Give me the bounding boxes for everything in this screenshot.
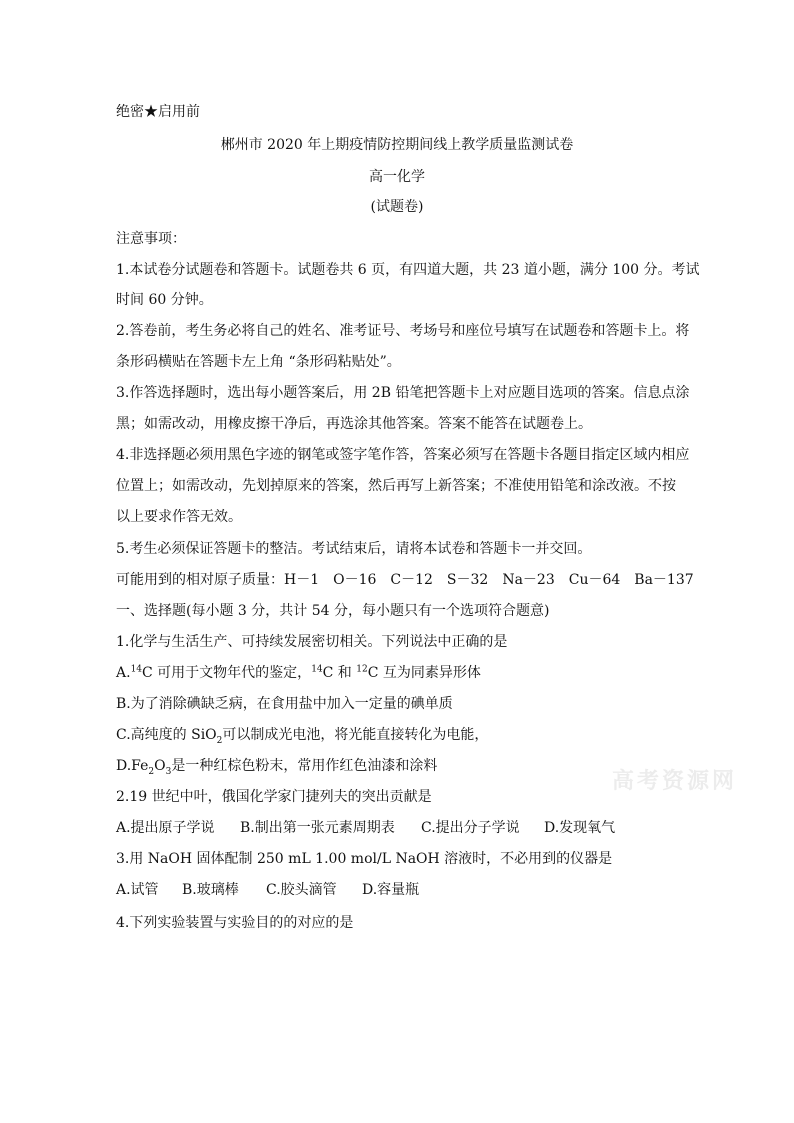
note-2-line-1: 2.答卷前，考生务必将自己的姓名、准考证号、考场号和座位号填写在试题卷和答题卡上。将 (116, 323, 690, 339)
q1-a-isotope-14: 14 (130, 664, 143, 675)
q1-d-oxygen: O (154, 758, 166, 774)
q4-stem: 4.下列实验装置与实验目的的对应的是 (116, 915, 354, 931)
q1-d-text: 是一种红棕色粉末，常用作红色油漆和涂料 (171, 758, 438, 774)
q3-option-b: B.玻璃棒 (182, 882, 239, 898)
note-3-line-2: 黑；如需改动，用橡皮擦干净后，再选涂其他答案。答案不能答在试题卷上。 (116, 416, 592, 432)
q3-option-d: D.容量瓶 (362, 882, 420, 898)
note-1-line-1: 1.本试卷分试题卷和答题卡。试题卷共 6 页，有四道大题，共 23 道小题，满分 100 分。考试 (116, 262, 700, 278)
confidential-mark: 绝密★启用前 (116, 104, 200, 120)
q1-d-subscript-2: 3 (165, 766, 172, 777)
note-5: 5.考生必须保证答题卡的整洁。考试结束后，请将本试卷和答题卡一并交回。 (116, 541, 592, 557)
q2-option-a: A.提出原子学说 (116, 820, 215, 836)
note-4-line-1: 4.非选择题必须用黑色字迹的钢笔或签字笔作答，答案必须写在答题卡各题目指定区域内相应 (116, 447, 690, 463)
section-1-heading: 一、选择题(每小题 3 分，共计 54 分，每小题只有一个选项符合题意) (116, 603, 550, 619)
note-4-line-3: 以上要求作答无效。 (116, 509, 242, 525)
notes-heading: 注意事项： (116, 231, 186, 247)
q1-a-text-3: C 互为同素异形体 (367, 665, 481, 681)
q1-c-subscript: 2 (216, 735, 223, 746)
atomic-masses: 可能用到的相对原子质量：H－1 O－16 C－12 S－32 Na－23 Cu－64 Ba－137 (116, 572, 694, 588)
q1-a-prefix: A. (116, 665, 131, 681)
watermark: 高考资源网 (612, 768, 738, 794)
q3-option-a: A.试管 (116, 882, 159, 898)
q3-options (116, 881, 419, 899)
subject-title: 高一化学 (369, 169, 425, 185)
q2-options (116, 819, 615, 837)
q1-option-b: B.为了消除碘缺乏病，在食用盐中加入一定量的碘单质 (116, 696, 453, 712)
q1-a-text-2: C 和 (322, 665, 357, 681)
note-1-line-2: 时间 60 分钟。 (116, 292, 213, 308)
q1-option-a (116, 664, 481, 682)
q2-option-b: B.制出第一张元素周期表 (240, 820, 395, 836)
q1-a-isotope-14b: 14 (311, 664, 323, 675)
q1-d-subscript-1: 2 (148, 766, 155, 777)
q2-option-d: D.发现氧气 (544, 820, 616, 836)
q1-c-prefix: C.高纯度的 SiO (116, 727, 217, 743)
q3-stem: 3.用 NaOH 固体配制 250 mL 1.00 mol/L NaOH 溶液时，不必用到的仪器是 (116, 851, 613, 867)
q2-stem: 2.19 世纪中叶，俄国化学家门捷列夫的突出贡献是 (116, 789, 432, 805)
exam-title: 郴州市 2020 年上期疫情防控期间线上教学质量监测试卷 (220, 137, 574, 153)
q1-a-isotope-12: 12 (356, 664, 368, 675)
q2-option-c: C.提出分子学说 (421, 820, 520, 836)
note-2-line-2: 条形码横贴在答题卡左上角 “条形码粘贴处”。 (116, 354, 401, 370)
q1-a-text-1: C 可用于文物年代的鉴定， (142, 665, 312, 681)
note-3-line-1: 3.作答选择题时，选出每小题答案后，用 2B 铅笔把答题卡上对应题目选项的答案。信息点涂 (116, 385, 690, 401)
q1-option-d (116, 757, 437, 775)
q1-c-text: 可以制成光电池，将光能直接转化为电能， (222, 727, 489, 743)
q1-d-prefix: D.Fe (116, 758, 149, 774)
q3-option-c: C.胶头滴管 (266, 882, 337, 898)
paper-type: (试题卷) (370, 199, 424, 215)
q1-stem: 1.化学与生活生产、可持续发展密切相关。下列说法中正确的是 (116, 634, 508, 650)
note-4-line-2: 位置上；如需改动，先划掉原来的答案，然后再写上新答案；不准使用铅笔和涂改液。不按 (116, 478, 676, 494)
q1-option-c (116, 726, 488, 744)
